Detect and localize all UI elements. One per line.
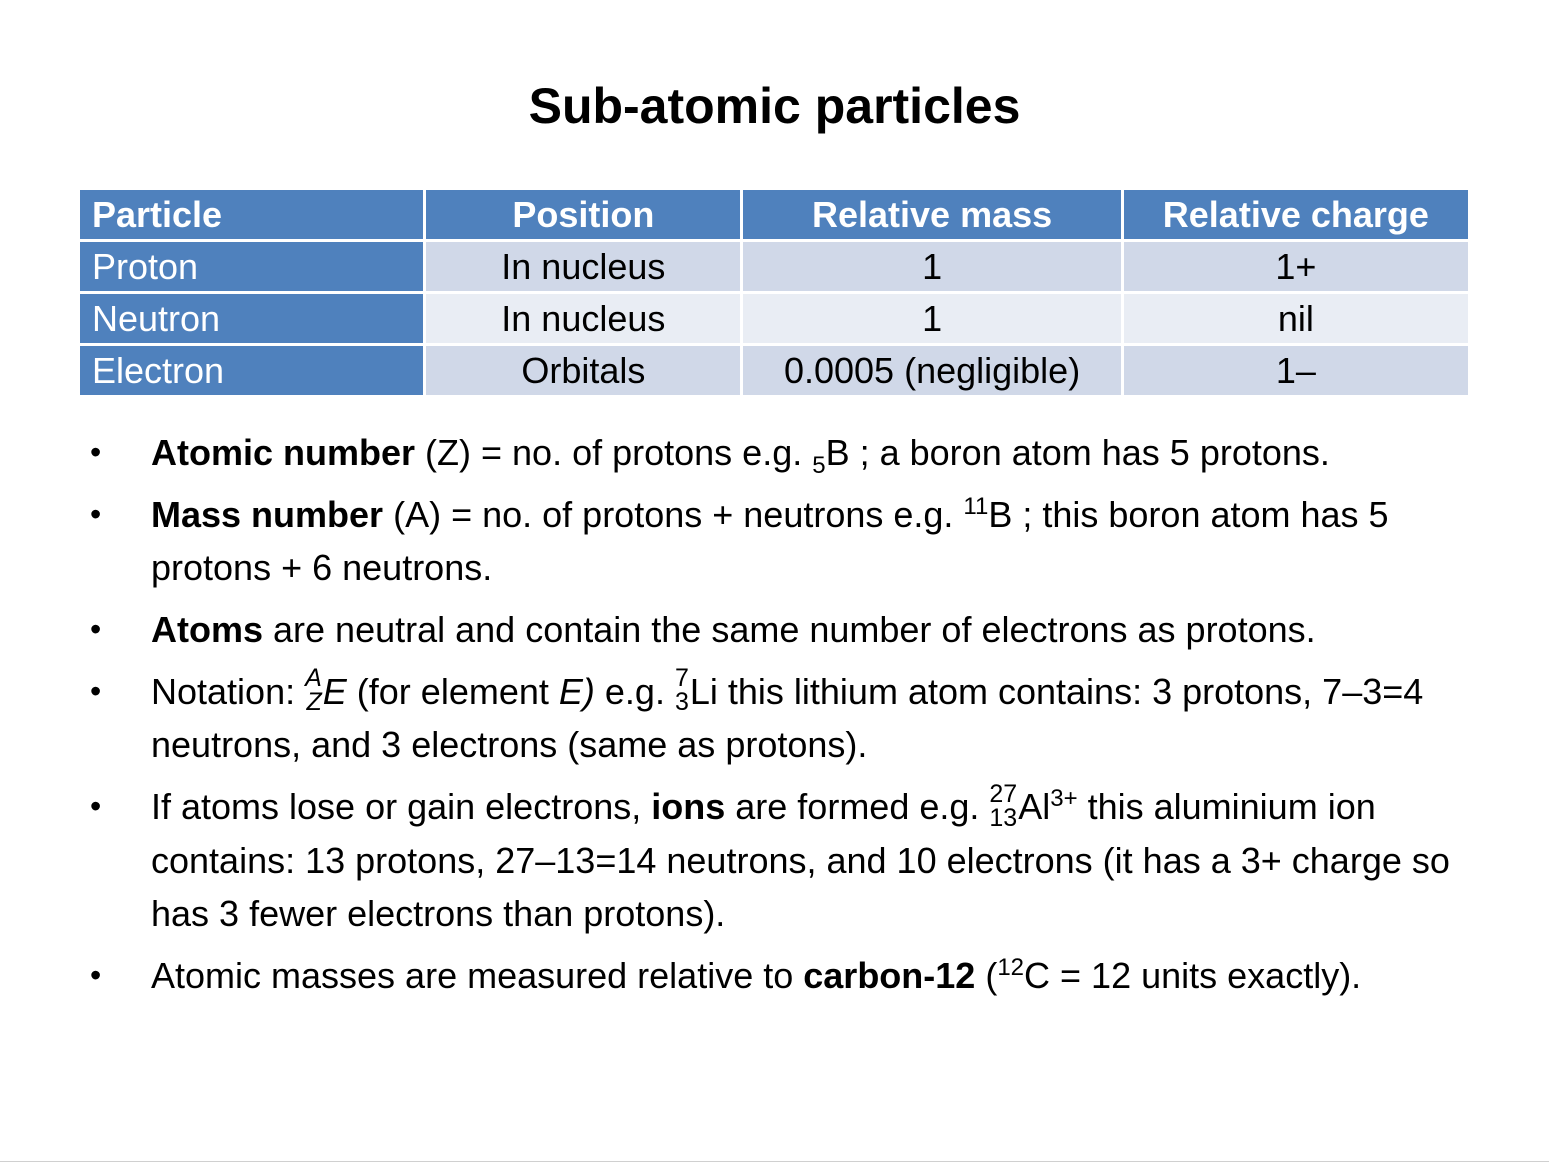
text: ( [975,954,998,996]
text: (for element [346,671,559,712]
text: C = 12 units exactly). [1024,954,1362,996]
bullet-glyph: • [90,496,102,532]
cell-charge: 1– [1122,345,1469,397]
notation-numbers [305,664,322,717]
ion-charge: 3+ [1050,785,1078,813]
text: this aluminium ion contains: 13 protons, 27–13=14 neutrons, and 10 electrons (it has a 3+ charge so has 3 fewer electrons than protons). [151,786,1450,934]
bullet-atomic-number [80,426,1500,479]
superscript: 12 [997,953,1025,981]
cell-charge: nil [1122,293,1469,345]
mass-number: 27 [989,779,1018,808]
aluminium-numbers [989,779,1018,832]
mass-number-symbol: A [305,664,322,693]
term-mass-number: Mass number [151,494,384,535]
bullet-glyph: • [90,673,102,709]
page-title: Sub-atomic particles [528,78,1021,134]
bottom-divider [0,1161,1549,1162]
header-relative-charge: Relative charge [1122,189,1469,241]
cell-particle: Neutron [79,293,425,345]
text: B ; a boron atom has 5 protons. [825,432,1330,473]
lithium-symbol: Li [689,671,718,712]
bullet-glyph: • [90,611,102,647]
superscript: 11 [963,493,989,520]
text: (A) = no. of protons + neutrons e.g. [383,494,964,535]
table-row [79,293,1470,345]
text: B ; this boron atom has 5 protons + 6 neutrons. [151,494,1389,588]
bullet-list [80,426,1500,1011]
cell-position: In nucleus [425,293,742,345]
subscript: 5 [812,452,826,480]
text: Notation: [151,671,306,712]
text: e.g. [594,671,675,712]
header-particle: Particle [79,189,425,241]
term-atomic-number: Atomic number [151,432,416,473]
atomic-number: 3 [674,688,689,717]
table-header-row [79,189,1470,241]
text: are neutral and contain the same number of electrons as protons. [263,609,1316,650]
cell-particle: Proton [79,241,425,293]
bullet-glyph: • [90,788,102,825]
text: If atoms lose or gain electrons, [151,786,652,828]
cell-mass: 1 [742,293,1122,345]
particles-table [77,187,1471,398]
lithium-numbers [674,664,689,717]
cell-charge: 1+ [1122,241,1469,293]
bullet-mass-number [80,488,1500,594]
bullet-notation [80,665,1500,771]
element-symbol: E) [558,671,595,712]
term-atoms: Atoms [151,609,264,650]
table-row [79,345,1470,397]
text: are formed e.g. [725,786,990,828]
cell-mass: 0.0005 (negligible) [742,345,1122,397]
aluminium-symbol: Al [1018,786,1051,828]
term-ions: ions [651,786,726,828]
cell-mass: 1 [742,241,1122,293]
text: this lithium atom contains: 3 protons, 7–3=4 neutrons, and 3 electrons (same as protons). [151,671,1424,766]
text: Atomic masses are measured relative to [151,954,804,996]
cell-position: In nucleus [425,241,742,293]
atomic-number: 13 [989,803,1018,832]
mass-number: 7 [674,664,689,693]
bullet-glyph: • [90,434,102,470]
bullet-ions [80,780,1500,939]
bullet-carbon-12 [80,949,1500,1002]
element-symbol: E [322,671,347,712]
term-carbon-12: carbon-12 [803,954,976,996]
table-row [79,241,1470,293]
header-relative-mass: Relative mass [742,189,1122,241]
bullet-atoms [80,603,1500,656]
cell-position: Orbitals [425,345,742,397]
cell-particle: Electron [79,345,425,397]
text: (Z) = no. of protons e.g. [415,432,813,473]
header-position: Position [425,189,742,241]
bullet-glyph: • [90,956,102,993]
atomic-number-symbol: Z [306,688,322,717]
